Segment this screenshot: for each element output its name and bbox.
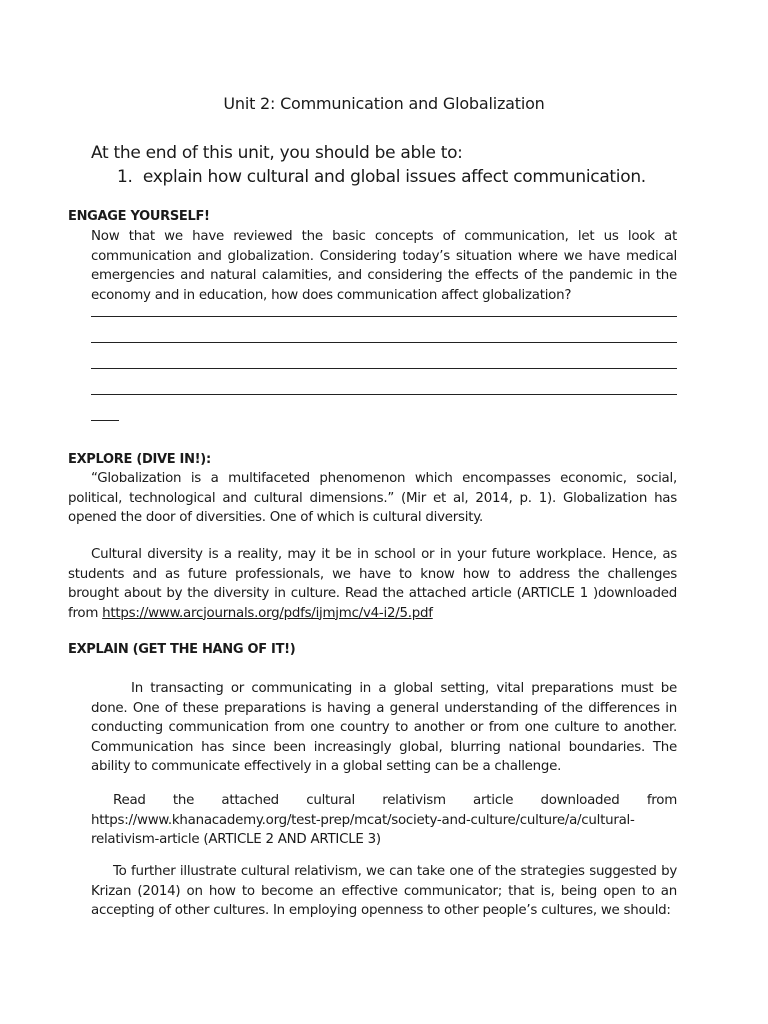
engage-heading: ENGAGE YOURSELF! <box>68 209 210 224</box>
explain-heading: EXPLAIN (GET THE HANG OF IT!) <box>68 642 296 657</box>
globalization-quote: “Globalization is a multifaceted phenomenon which encompasses economic, social, political, technological and cultural dimensions.” <box>68 471 677 506</box>
answer-line <box>91 420 119 421</box>
unit-title: Unit 2: Communication and Globalization <box>223 94 545 113</box>
objective-number: 1. <box>117 167 133 187</box>
explain-paragraph-3: To further illustrate cultural relativism, we can take one of the strategies suggested by Krizan (2014) on how to become an effective communicator; that is, being open to an accepting of other cultures. In employing openness to other people’s cultures, we should: <box>91 864 677 918</box>
answer-line <box>91 394 677 395</box>
quote-citation: (Mir et al, 2014, p. 1). Globalization has opened the door of diversities. One of which is cultural diversity. <box>68 490 677 525</box>
answer-line <box>91 368 677 369</box>
objective-item <box>117 167 646 187</box>
cultural-diversity-text: Cultural diversity is a reality, may it be in school or in your future workplace. Hence, as students and as future professionals, we have to know how to address the challenges brought about by the diversity in culture. Read the attached article (ARTICLE 1 )downloaded from <box>68 547 677 621</box>
explain-paragraph-2: Read the attached cultural relativism article downloaded from https://www.khanacademy.org/test-prep/mcat/society-and-culture/culture/a/cultural-relativism-article (ARTICLE 2 AND ARTICLE 3) <box>91 793 677 847</box>
objectives-intro: At the end of this unit, you should be able to: <box>91 143 463 163</box>
explore-paragraph-2 <box>68 545 677 623</box>
explain-paragraph-1: In transacting or communicating in a global setting, vital preparations must be done. One of these preparations is having a general understanding of the differences in conducting communication from one country to another or from one culture to another. Communication has since been increasingly global, blurring national boundaries. The ability to communicate effectively in a global setting can be a challenge. <box>91 681 677 774</box>
explore-heading: EXPLORE (DIVE IN!): <box>68 452 211 467</box>
objective-text: explain how cultural and global issues affect communication. <box>142 167 646 187</box>
answer-line <box>91 342 677 343</box>
article-1-link[interactable]: https://www.arcjournals.org/pdfs/ijmjmc/v4-i2/5.pdf <box>102 605 433 621</box>
answer-line <box>91 316 677 317</box>
explore-quote-paragraph <box>68 469 677 528</box>
engage-prompt: Now that we have reviewed the basic concepts of communication, let us look at communication and globalization. Considering today’s situation where we have medical emergencies and natural calamities, and considering the effects of the pandemic in the economy and in education, how does communication affect globalization? <box>91 229 677 303</box>
